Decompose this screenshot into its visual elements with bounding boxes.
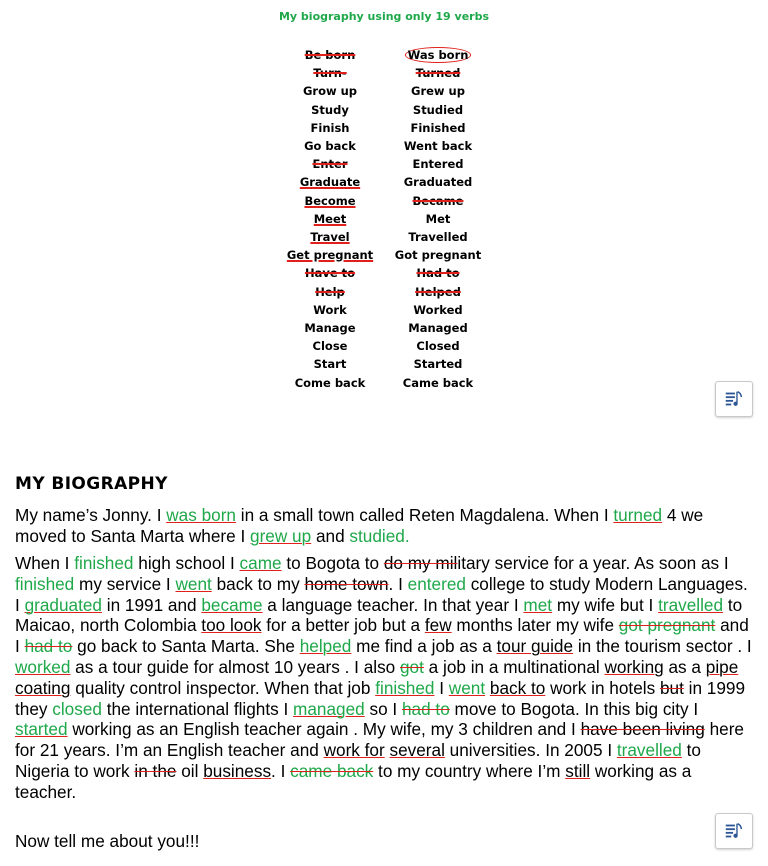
immersive-reader-icon (723, 820, 745, 842)
marked-text: travelled (658, 594, 724, 615)
text-run: for a better job but a (261, 615, 425, 636)
marked-text: finished (375, 677, 435, 698)
text-run: a language teacher. In that year I (262, 594, 524, 615)
marked-text: have been living (580, 719, 705, 740)
marked-text: got (400, 656, 424, 677)
verb-base: Travel (310, 230, 350, 245)
biography-heading: MY BIOGRAPHY (15, 474, 168, 494)
text-run: working as a teacher. (15, 760, 692, 802)
text-run: so I (364, 698, 402, 719)
marked-text: studied. (349, 525, 410, 546)
verb-past: Studied (412, 102, 464, 117)
paragraph-closing: Now tell me about you!!! (15, 831, 200, 851)
text-run: me find a job as a (351, 636, 497, 657)
text-run: here for 21 years. I’m an English teacher and (15, 719, 744, 761)
text-run: move to Bogota. In this big city I (449, 698, 699, 719)
marked-text: too look (201, 615, 262, 636)
verb-base: Come back (294, 375, 366, 390)
text-run: and (311, 525, 350, 546)
verb-base: Become (304, 193, 356, 208)
verb-past: Went back (403, 139, 473, 154)
text-run: My name’s Jonny. I (15, 505, 167, 525)
verb-base: Finish (310, 120, 350, 135)
text-run: to Maicao, north Colombia (15, 594, 743, 636)
text-run: to Bogota to (281, 553, 384, 573)
marked-text: helped (299, 636, 352, 657)
marked-text: do my mil (383, 553, 458, 573)
marked-text: finished (74, 553, 134, 573)
text-run: in 1991 and (101, 594, 202, 615)
marked-text: started (15, 719, 68, 740)
text-run: as a (663, 656, 706, 677)
marked-text: graduated (24, 594, 102, 615)
marked-text: got pregnant (618, 615, 716, 636)
verb-past: Was born (388, 46, 488, 64)
text-run: to my country where I’m (373, 760, 566, 781)
marked-text: came (239, 553, 282, 573)
immersive-reader-button[interactable] (715, 381, 753, 417)
text-run: a job in a multinational (423, 656, 605, 677)
text-run: I (434, 677, 449, 698)
text-run: my wife but I (552, 594, 659, 615)
verb-past: Worked (413, 302, 463, 317)
marked-text: travelled (616, 740, 682, 761)
text-run: college to study Modern Languages. I (15, 573, 748, 615)
marked-text: home town (304, 573, 389, 594)
marked-text: closed (52, 698, 102, 719)
text-run: to Nigeria to work (15, 740, 701, 781)
text-run: . I (271, 760, 291, 781)
verb-past: Entered (412, 157, 464, 172)
text-run: months later my wife (451, 615, 619, 636)
immersive-reader-button-2[interactable] (715, 813, 753, 849)
text-run: 4 we moved to Santa Marta where I (15, 505, 704, 546)
marked-text: had to (24, 636, 73, 657)
text-run: itary service for a year. As soon as I (457, 553, 729, 573)
verb-base: Meet (313, 211, 347, 226)
verb-base: Turn- (313, 66, 347, 81)
marked-text: managed (293, 698, 365, 719)
verb-past: Had to (416, 266, 460, 281)
marked-text: went (448, 677, 486, 698)
text-run: in 1999 they (15, 677, 746, 719)
verb-base: Be born (304, 48, 356, 62)
verb-base: Manage (304, 321, 356, 336)
text-run: in the tourism sector . I (573, 636, 752, 657)
verb-base: Enter (312, 157, 348, 172)
text-run: as a tour guide for almost 10 years . I also (70, 656, 400, 677)
marked-text: grew up (250, 525, 312, 546)
verb-past: Helped (415, 284, 461, 299)
verb-base: Study (311, 102, 349, 117)
marked-text: tour guide (496, 636, 574, 657)
verb-past: Met (425, 211, 451, 226)
text-run: quality control inspector. When that job (70, 677, 376, 698)
paragraph-2 (15, 553, 755, 803)
text-run: working as an English teacher again . My wife, my 3 children and I (67, 719, 581, 740)
marked-text: work for (323, 740, 385, 761)
verb-list (280, 46, 488, 392)
marked-text: in the (134, 760, 177, 781)
marked-text: still (565, 760, 591, 781)
verb-base: Graduate (299, 175, 361, 190)
verb-past: Managed (408, 321, 468, 336)
verb-past: Finished (410, 120, 466, 135)
verb-base: Help (315, 284, 345, 299)
text-run: the international flights I (101, 698, 294, 719)
text-run: and I (15, 615, 749, 657)
marked-text: finished (15, 573, 75, 594)
text-run: my service I (74, 573, 176, 594)
verb-past: Started (413, 357, 463, 372)
marked-text: but (659, 677, 684, 698)
verb-base: Work (313, 302, 347, 317)
marked-text: had to (401, 698, 450, 719)
immersive-reader-icon (723, 388, 745, 410)
verb-base: Close (312, 339, 348, 354)
text-run: back to my (211, 573, 305, 594)
marked-text: came back (290, 760, 374, 781)
marked-text: entered (407, 573, 466, 594)
verb-past: Closed (416, 339, 460, 354)
marked-text: back to (489, 677, 546, 698)
text-run: oil (176, 760, 204, 781)
marked-text: became (201, 594, 263, 615)
verb-base: Grow up (302, 84, 358, 99)
marked-text: several (389, 740, 445, 761)
text-run: in a small town called Reten Magdalena. When I (236, 505, 614, 525)
text-run: universities. In 2005 I (444, 740, 617, 761)
marked-text: few (424, 615, 452, 636)
verb-past: Grew up (411, 84, 465, 99)
marked-text: worked (15, 656, 71, 677)
marked-text: went (175, 573, 212, 594)
verb-past: Came back (402, 375, 474, 390)
verb-base: Have to (304, 266, 356, 281)
marked-text: met (523, 594, 553, 615)
text-run: . I (388, 573, 408, 594)
text-run: When I (15, 553, 75, 573)
verb-past: Became (412, 193, 464, 208)
verb-base: Go back (304, 139, 356, 154)
verbs-title: My biography using only 19 verbs (278, 10, 490, 23)
text-run: work in hotels (545, 677, 660, 698)
marked-text: business (203, 760, 272, 781)
marked-text: turned (613, 505, 663, 525)
text-run: high school I (133, 553, 240, 573)
marked-text: working (604, 656, 664, 677)
verb-past: Travelled (408, 230, 468, 245)
text-run: go back to Santa Marta. She (72, 636, 300, 657)
paragraph-1 (15, 505, 755, 547)
verb-past: Graduated (403, 175, 473, 190)
marked-text: pipe coating (15, 656, 739, 698)
verb-base: Start (313, 357, 347, 372)
verb-past: Turned (415, 66, 461, 81)
marked-text: was born (166, 505, 236, 525)
verb-base: Get pregnant (286, 248, 374, 263)
verb-past: Got pregnant (394, 248, 482, 263)
